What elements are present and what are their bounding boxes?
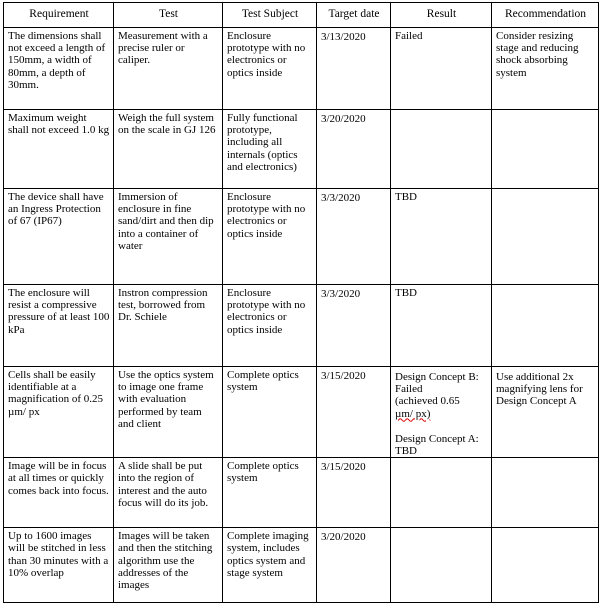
result-line: (achieved 0.65 — [395, 395, 460, 408]
recommendation-cell: Consider resizing stage and reducing shock absorbing system — [492, 28, 599, 110]
header-row — [4, 3, 599, 28]
result-line-spacer — [395, 420, 488, 433]
table-row — [4, 458, 599, 528]
test-cell: Use the optics system to image one frame with evaluation performed by team and client — [114, 367, 223, 458]
result-cell: Failed — [391, 28, 492, 110]
result-cell — [391, 528, 492, 603]
requirement-cell: The enclosure will resist a compressive pressure of at least 100 kPa — [4, 285, 114, 367]
result-cell: TBD — [391, 189, 492, 285]
header-test: Test — [114, 3, 223, 28]
result-cell — [391, 458, 492, 528]
recommendation-cell — [492, 285, 599, 367]
recommendation-cell — [492, 458, 599, 528]
test-subject-cell: Enclosure prototype with no electronics or optics inside — [223, 285, 317, 367]
target-date-cell: 3/3/2020 — [317, 189, 391, 285]
result-unit-text: µm/ px) — [395, 407, 431, 420]
table-row — [4, 367, 599, 458]
test-subject-cell: Fully functional prototype, including all internals (optics and electronics) — [223, 110, 317, 189]
target-date-cell: 3/20/2020 — [317, 528, 391, 603]
test-subject-cell: Complete optics system — [223, 458, 317, 528]
test-cell: Weigh the full system on the scale in GJ 126 — [114, 110, 223, 189]
table-row — [4, 189, 599, 285]
test-cell: A slide shall be put into the region of interest and the auto focus will do its job. — [114, 458, 223, 528]
requirement-cell: The dimensions shall not exceed a length of 150mm, a width of 80mm, a depth of 30mm. — [4, 28, 114, 110]
test-cell: Immersion of enclosure in fine sand/dirt and then dip into a container of water — [114, 189, 223, 285]
header-result: Result — [391, 3, 492, 28]
test-subject-cell: Complete optics system — [223, 367, 317, 458]
test-subject-cell: Enclosure prototype with no electronics or optics inside — [223, 189, 317, 285]
result-line: Failed — [395, 383, 423, 396]
header-recommendation: Recommendation — [492, 3, 599, 28]
target-date-cell: 3/13/2020 — [317, 28, 391, 110]
requirement-cell: Image will be in focus at all times or quickly comes back into focus. — [4, 458, 114, 528]
recommendation-cell — [492, 110, 599, 189]
requirement-cell: Cells shall be easily identifiable at a magnification of 0.25 µm/ px — [4, 367, 114, 458]
requirement-cell: Maximum weight shall not exceed 1.0 kg — [4, 110, 114, 189]
test-cell: Instron compression test, borrowed from Dr. Schiele — [114, 285, 223, 367]
target-date-cell: 3/3/2020 — [317, 285, 391, 367]
result-line: TBD — [395, 445, 417, 458]
requirements-table — [3, 2, 599, 603]
requirement-cell: The device shall have an Ingress Protection of 67 (IP67) — [4, 189, 114, 285]
table-row — [4, 285, 599, 367]
test-cell: Images will be taken and then the stitching algorithm use the addresses of the images — [114, 528, 223, 603]
requirement-cell: Up to 1600 images will be stitched in less than 30 minutes with a 10% overlap — [4, 528, 114, 603]
target-date-cell: 3/20/2020 — [317, 110, 391, 189]
table-row — [4, 528, 599, 603]
table-row — [4, 28, 599, 110]
result-line: Design Concept B: — [395, 371, 479, 383]
result-cell — [391, 110, 492, 189]
result-cell: TBD — [391, 285, 492, 367]
header-test-subject: Test Subject — [223, 3, 317, 28]
test-cell: Measurement with a precise ruler or caliper. — [114, 28, 223, 110]
recommendation-cell — [492, 528, 599, 603]
result-cell — [391, 367, 492, 458]
recommendation-cell — [492, 189, 599, 285]
test-subject-cell: Enclosure prototype with no electronics or optics inside — [223, 28, 317, 110]
header-requirement: Requirement — [4, 3, 114, 28]
result-line: Design Concept A: — [395, 432, 479, 445]
header-target-date: Target date — [317, 3, 391, 28]
target-date-cell: 3/15/2020 — [317, 458, 391, 528]
test-subject-cell: Complete imaging system, includes optics system and stage system — [223, 528, 317, 603]
recommendation-cell: Use additional 2x magnifying lens for Design Concept A — [492, 367, 599, 458]
table-row — [4, 110, 599, 189]
result-line — [395, 408, 488, 420]
target-date-cell: 3/15/2020 — [317, 367, 391, 458]
